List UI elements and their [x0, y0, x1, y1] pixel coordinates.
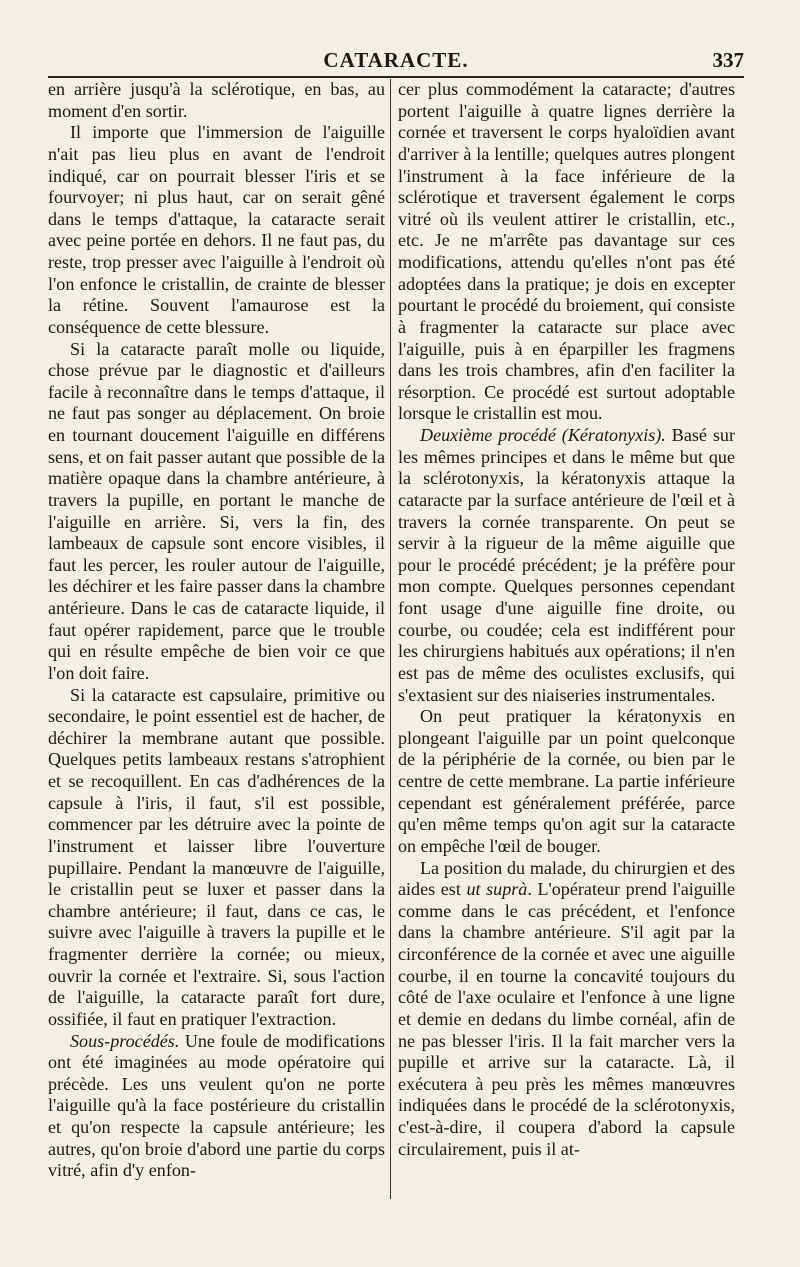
- paragraph-sous-procedes: [48, 1031, 385, 1182]
- paragraph: Si la cataracte est capsulaire, primitive ou secondaire, le point essentiel est de hacher, de déchirer la membrane autant que possible. Quelques petits lambeaux restans s'atrophient et se recoquillent. En cas d'adhérences de la capsule à l'iris, il faut, s'il est possible, commencer par les détruire avec la pointe de l'instrument et laisser libre l'ouverture pupillaire. Pendant la manœuvre de l'aiguille, le cristallin peut se luxer et passer dans la chambre antérieure; il faut, dans ce cas, le suivre avec l'aiguille à travers la pupille et le fragmenter derrière la cornée; ou mieux, ouvrir la cornée et l'extraire. Si, sous l'action de l'aiguille, la cataracte paraît fort dure, ossifiée, il faut en pratiquer l'extraction.: [48, 684, 385, 1029]
- paragraph-text: . L'opérateur prend l'aiguille comme dans le cas précédent, et l'enfonce dans la chambre antérieure. S'il agit par la circonférence de la cornée et avec une aiguille courbe, il en tourne la concavité toujours du côté de l'axe oculaire et l'enfonce à une ligne et demie en dedans du limbe cornéal, afin de ne pas blesser l'iris. Il la fait marcher vers la pupille et arrive sur la cataracte. Là, il exécutera à peu près les mêmes manœuvres indiquées dans le procédé de la sclérotonyxis, c'est-à-dire, il coupera d'abord la capsule circulairement, puis il at-: [398, 879, 735, 1159]
- italic-phrase: ut suprà: [466, 879, 528, 900]
- paragraph-text: Une foule de modifications ont été imaginées au mode opératoire qui précède. Les uns veulent qu'on ne porte l'aiguille qu'à la face postérieure du cristallin et qu'on respecte la capsule antérieure; les autres, qu'on broie d'abord une partie du corps vitré, afin d'y enfon-: [48, 1030, 385, 1181]
- paragraph-position: [398, 858, 735, 1161]
- paragraph-text: Basé sur les mêmes principes et dans le même but que la sclérotonyxis, la kératonyxis attaque la cataracte par la surface antérieure de l'œil et à travers la cornée transparente. On peut se servir à la rigueur de la même aiguille que pour le procédé précédent; je la préfère pour mon compte. Quelques personnes cependant font usage d'une aiguille fine droite, ou courbe, ou coudée; cela est indifférent pour les chirurgiens habitués aux opérations; il n'en est pas de même des oculistes exclusifs, qui s'extasient sur des niaiseries instrumentales.: [398, 425, 735, 705]
- section-lead: Deuxième procédé (Kératonyxis).: [420, 425, 666, 445]
- page-number: 337: [712, 48, 744, 72]
- paragraph: cer plus commodément la cataracte; d'autres portent l'aiguille à quatre lignes derrière la cornée et traversent le corps hyaloïdien avant d'arriver à la lentille; quelques autres plongent l'instrument à la face inférieure de la sclérotique et traversent également le corps vitré où ils veulent attirer le cristallin, etc., etc. Je ne m'arrête pas davantage sur ces modifications, attendu qu'elles n'ont pas été adoptées dans la pratique; je dois en excepter pourtant le procédé du broiement, qui consiste à fragmenter la cataracte sur place avec l'aiguille, puis à en éparpiller les fragmens dans les trois chambres, afin d'en faciliter la résorption. Ce procédé est surtout adoptable lorsque le cristallin est mou.: [398, 79, 735, 424]
- header-rule: [48, 76, 744, 78]
- paragraph: en arrière jusqu'à la sclérotique, en bas, au moment d'en sortir.: [48, 79, 385, 121]
- left-column: [48, 79, 385, 1182]
- paragraph-deuxieme-procede: [398, 425, 735, 706]
- column-rule: [390, 79, 391, 1199]
- running-head: [48, 48, 744, 78]
- right-column: [398, 79, 735, 1160]
- paragraph-text: La position du malade, du chirurgien et des aides est: [398, 857, 735, 900]
- paragraph: Si la cataracte paraît molle ou liquide, chose prévue par le diagnostic et d'ailleurs facile à reconnaître dans le temps d'attaque, il ne faut pas songer au déplacement. On broie en tournant doucement l'aiguille en différens sens, et on fait passer autant que possible de la matière opaque dans la chambre antérieure, à travers la pupille, en portant le manche de l'aiguille en arrière. Si, vers la fin, des lambeaux de capsule sont encore visibles, il faut les percer, les rouler autour de l'aiguille, les déchirer et les faire passer dans la chambre antérieure. Dans le cas de cataracte liquide, il faut opérer rapidement, parce que le trouble qui en résulte empêche de bien voir ce que l'on doit faire.: [48, 338, 385, 683]
- running-title: CATARACTE.: [323, 48, 469, 72]
- paragraph: Il importe que l'immersion de l'aiguille n'ait pas lieu plus en avant de l'endroit indiqué, car on pourrait blesser l'iris et se fourvoyer; ni plus haut, car on serait gêné dans le temps d'attaque, la cataracte serait avec peine portée en dehors. Il ne faut pas, du reste, trop presser avec l'aiguille à l'endroit où l'on enfonce le cristallin, de crainte de blesser la rétine. Souvent l'amaurose est la conséquence de cette blessure.: [48, 122, 385, 337]
- section-lead: Sous-procédés.: [70, 1030, 180, 1051]
- paragraph: On peut pratiquer la kératonyxis en plongeant l'aiguille par un point quelconque de la périphérie de la cornée, ou bien par le centre de cette membrane. La partie inférieure cependant est généralement préférée, parce qu'en même temps qu'on agit sur la cataracte on empêche l'œil de bouger.: [398, 706, 735, 856]
